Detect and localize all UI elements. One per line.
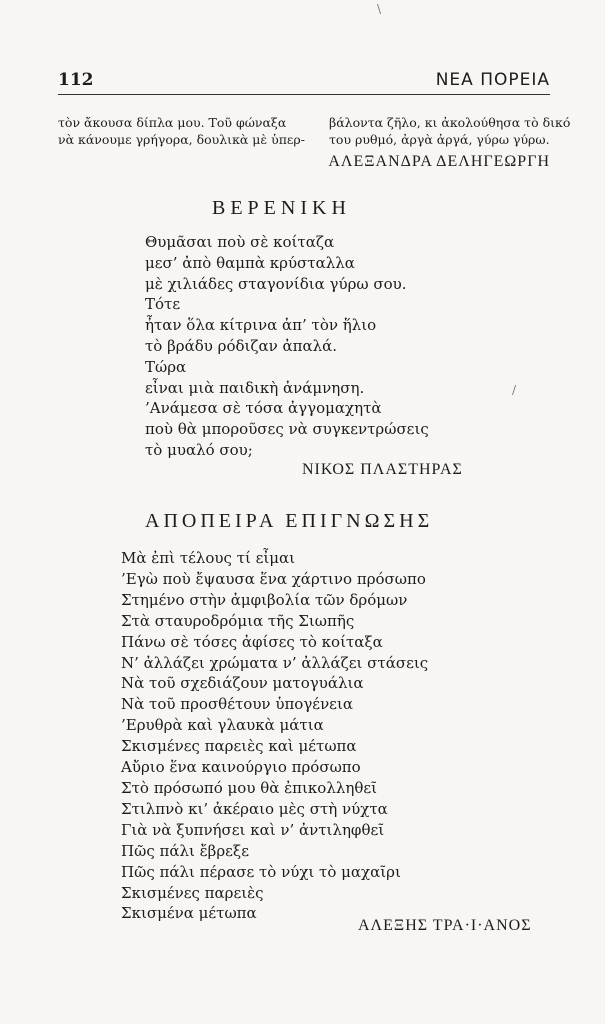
header-rule — [58, 94, 550, 95]
poem-line: Νὰ τοῦ σχεδιάζουν ματογυάλια — [121, 674, 364, 693]
poem-line: ἦταν ὅλα κίτρινα ἀπ’ τὸν ἥλιο — [145, 316, 377, 335]
poem-line: Θυμᾶσαι ποὺ σὲ κοίταζα — [145, 233, 335, 251]
poem-line: ποὺ θὰ μποροῦσες νὰ συγκεντρώσεις — [145, 420, 429, 439]
poem-line: τὸ βράδυ ρόδιζαν ἀπαλά. — [145, 336, 338, 355]
poem-line: Σκισμένες παρειὲς καὶ μέτωπα — [121, 737, 357, 756]
prose-column-right — [329, 114, 570, 148]
poem-line: Γιὰ νὰ ξυπνήσει καὶ ν’ ἀντιληφθεῖ — [121, 820, 385, 839]
poem-line: ’Εγὼ ποὺ ἔψαυσα ἕνα χάρτινο πρόσωπο — [121, 569, 426, 588]
poem-line: Ν’ ἀλλάζει χρώματα ν’ ἀλλάζει στάσεις — [121, 653, 429, 672]
poem-line: εἶναι μιὰ παιδικὴ ἀνάμνηση. — [145, 378, 365, 397]
poem-line: Στὰ σταυροδρόμια τῆς Σιωπῆς — [121, 611, 355, 630]
poem-line: Πῶς πάλι ἔβρεξε — [121, 841, 249, 860]
prose-line: του ρυθμό, ἀργὰ ἀργά, γύρω γύρω. — [329, 132, 550, 147]
poem-line: Στημένο στὴν ἀμφιβολία τῶν δρόμων — [121, 590, 408, 609]
poem-body-apopeira — [121, 548, 428, 924]
poem-line: Μὰ ἐπὶ τέλους τί εἶμαι — [121, 549, 296, 567]
poem-line: Πῶς πάλι πέρασε τὸ νύχι τὸ μαχαῖρι — [121, 862, 401, 881]
running-title: ΝΕΑ ΠΟΡΕΙΑ — [435, 70, 550, 90]
prose-line: νὰ κάνουμε γρήγορα, δουλικὰ μὲ ὑπερ- — [58, 132, 305, 147]
poem-body-berenike — [145, 232, 429, 461]
poem-title-berenike: ΒΕΡΕΝΙΚΗ — [212, 197, 351, 219]
poem-line: ’Ανάμεσα σὲ τόσα ἀγγομαχητὰ — [145, 399, 382, 418]
poem-line: ’Ερυθρὰ καὶ γλαυκὰ μάτια — [121, 716, 324, 735]
prose-line: βάλοντα ζῆλο, κι ἀκολούθησα τὸ δικό — [329, 115, 571, 130]
poem-line: Στιλπνὸ κι’ ἀκέραιο μὲς στὴ νύχτα — [121, 799, 388, 818]
poem-line: Τότε — [145, 295, 181, 314]
poem-line: Σκισμένα μέτωπα — [121, 904, 257, 923]
poem-line: Τώρα — [145, 357, 187, 376]
prose-line: τὸν ἄκουσα δίπλα μου. Τοῦ φώναξα — [58, 115, 287, 130]
margin-mark-top: \ — [377, 2, 382, 16]
prose-column-left — [58, 114, 305, 148]
poem-line: Πάνω σὲ τόσες ἀφίσες τὸ κοίταξα — [121, 632, 383, 651]
prose-author: ΑΛΕΞΑΝΔΡΑ ΔΕΛΗΓΕΩΡΓΗ — [328, 153, 550, 170]
poem-author-plastiras: ΝΙΚΟΣ ΠΛΑΣΤΗΡΑΣ — [302, 461, 463, 478]
poem-line: Αὔριο ἕνα καινούργιο πρόσωπο — [121, 758, 361, 777]
poem-title-apopeira: ΑΠΟΠΕΙΡΑ ΕΠΙΓΝΩΣΗΣ — [145, 510, 434, 532]
margin-mark-side: / — [512, 383, 517, 397]
poem-line: μεσ’ ἀπὸ θαμπὰ κρύσταλλα — [145, 253, 355, 272]
poem-line: Σκισμένες παρειὲς — [121, 883, 264, 902]
poem-author-traianos: ΑΛΕΞΗΣ ΤΡΑ·Ι·ΑΝΟΣ — [358, 917, 532, 934]
page-number: 112 — [58, 70, 94, 90]
poem-line: Νὰ τοῦ προσθέτουν ὑπογένεια — [121, 695, 353, 714]
poem-line: Στὸ πρόσωπό μου θὰ ἐπικολληθεῖ — [121, 778, 378, 797]
poem-line: μὲ χιλιάδες σταγονίδια γύρω σου. — [145, 274, 407, 293]
poem-line: τὸ μυαλό σου; — [145, 440, 253, 459]
